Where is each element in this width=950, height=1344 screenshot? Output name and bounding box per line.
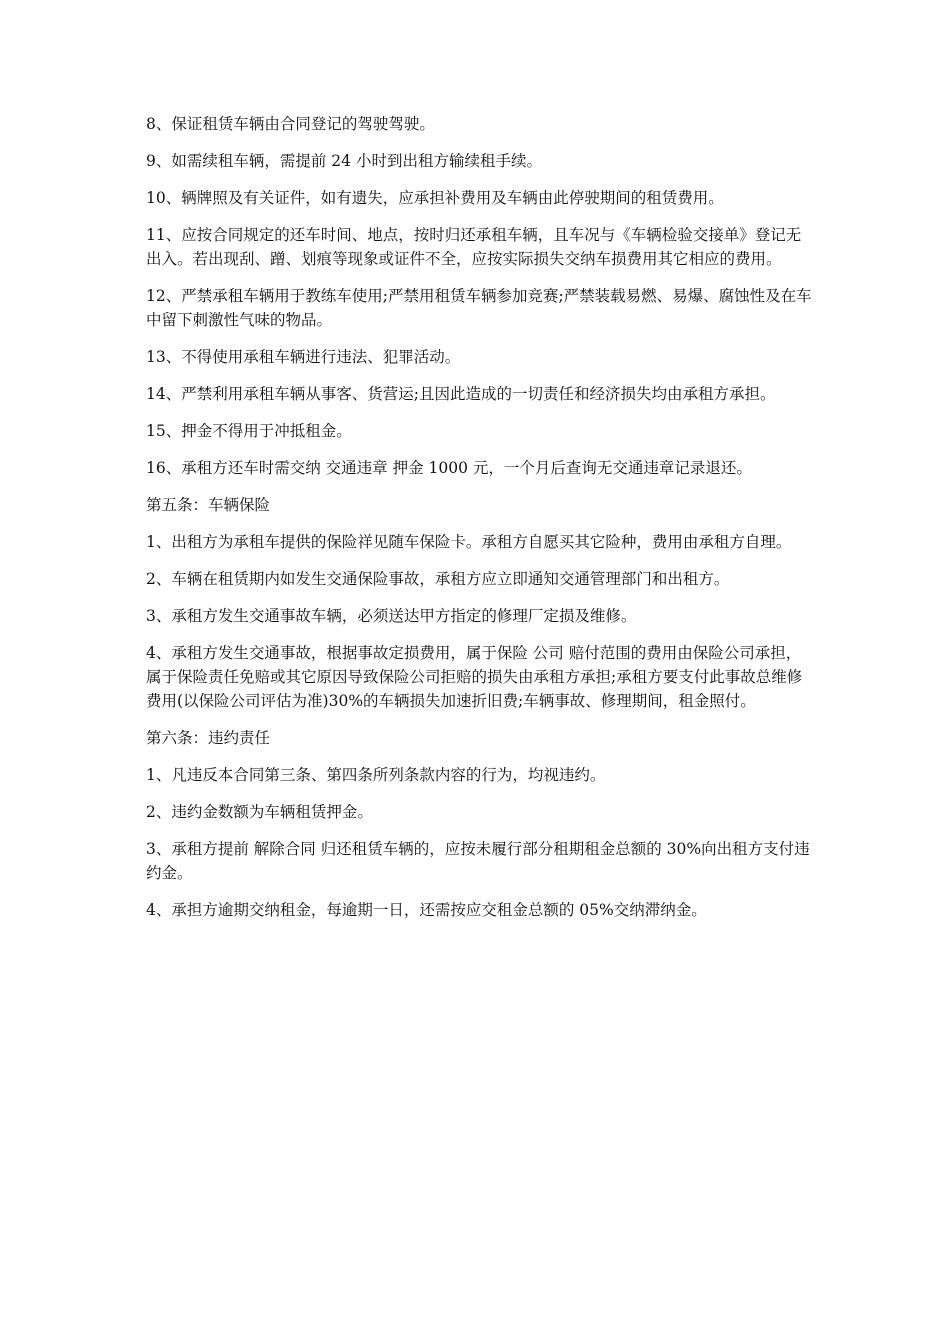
- clause-5-item-3: 3、承租方发生交通事故车辆，必须送达甲方指定的修理厂定损及维修。: [146, 607, 637, 625]
- clause-4-item-14: 14、严禁利用承租车辆从事客、货营运;且因此造成的一切责任和经济损失均由承租方承担。: [146, 385, 776, 403]
- clause-5-item-2: 2、车辆在租赁期内如发生交通保险事故，承租方应立即通知交通管理部门和出租方。: [146, 570, 730, 588]
- clause-4-item-16: 16、承租方还车时需交纳 交通违章 押金 1000 元，一个月后查询无交通违章记录退还。: [146, 459, 752, 477]
- clause-6-item-3: 3、承租方提前 解除合同 归还租赁车辆的，应按未履行部分租期租金总额的 30%向出租方支付违约金。: [146, 840, 810, 882]
- clause-5-item-4: 4、承租方发生交通事故，根据事故定损费用，属于保险 公司 赔付范围的费用由保险公司承担，属于保险责任免赔或其它原因导致保险公司拒赔的损失由承租方承担;承租方要支付此事故总维修费用(以保险公司评估为准)30%的车辆损失加速折旧费;车辆事故、修理期间，租金照付。: [146, 644, 803, 710]
- section-heading-clause-5: 第五条：车辆保险: [146, 496, 271, 514]
- document-body: [146, 112, 816, 935]
- clause-4-item-13: 13、不得使用承租车辆进行违法、犯罪活动。: [146, 348, 461, 366]
- clause-4-item-10: 10、辆牌照及有关证件，如有遗失，应承担补费用及车辆由此停驶期间的租赁费用。: [146, 189, 724, 207]
- clause-4-item-11: 11、应按合同规定的还车时间、地点，按时归还承租车辆，且车况与《车辆检验交接单》登记无出入。若出现刮、蹭、划痕等现象或证件不全，应按实际损失交纳车损费用其它相应的费用。: [146, 226, 802, 268]
- clause-5-item-1: 1、出租方为承租车提供的保险祥见随车保险卡。承租方自愿买其它险种，费用由承租方自理。: [146, 533, 792, 551]
- clause-4-item-9: 9、如需续租车辆，需提前 24 小时到出租方输续租手续。: [146, 152, 542, 170]
- clause-4-item-12: 12、严禁承租车辆用于教练车使用;严禁用租赁车辆参加竞赛;严禁装载易燃、易爆、腐蚀性及在车中留下刺激性气味的物品。: [146, 287, 812, 329]
- clause-4-item-15: 15、押金不得用于冲抵租金。: [146, 422, 352, 440]
- clause-6-item-4: 4、承担方逾期交纳租金，每逾期一日，还需按应交租金总额的 05%交纳滞纳金。: [146, 901, 707, 919]
- clause-6-item-1: 1、凡违反本合同第三条、第四条所列条款内容的行为，均视违约。: [146, 766, 606, 784]
- section-heading-clause-6: 第六条：违约责任: [146, 729, 271, 747]
- clause-4-item-8: 8、保证租赁车辆由合同登记的驾驶驾驶。: [146, 115, 435, 133]
- clause-6-item-2: 2、违约金数额为车辆租赁押金。: [146, 803, 373, 821]
